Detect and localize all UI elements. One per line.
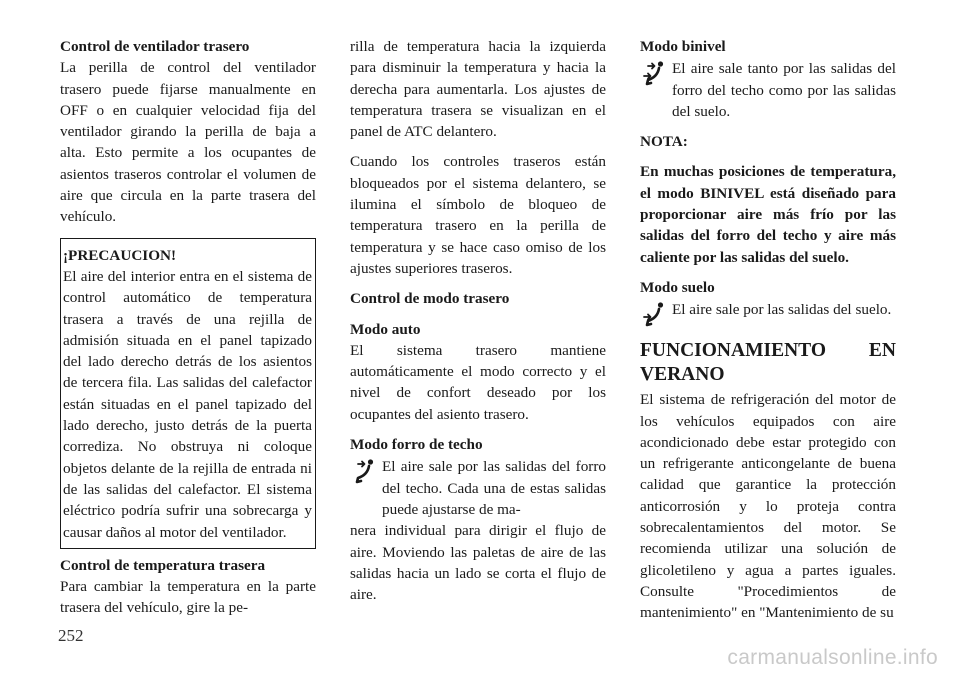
headliner-mode-icon (352, 458, 378, 484)
heading-headliner-mode: Modo forro de techo (350, 436, 483, 454)
page-number: 252 (58, 626, 84, 645)
note-text: En muchas posiciones de temperatura, el modo BINIVEL está diseñado para proporcionar aire más frío por las salidas del forro del techo y aire más caliente por las salidas del suelo. (640, 163, 896, 266)
paragraph-headliner-mode-rest: nera individual para dirigir el flujo de aire. Moviendo las paletas de aire de las salidas hacia un lado se corta el flujo de aire. (350, 522, 606, 604)
paragraph-headliner-mode-first: El aire sale por las salidas del forro del techo. Cada una de estas salidas puede ajustarse de ma- (382, 458, 606, 518)
heading-rear-mode: Control de modo trasero (350, 290, 510, 308)
paragraph-lock: Cuando los controles traseros están bloqueados por el sistema delantero, se ilumina el símbolo de bloqueo de temperatura trasero en la perilla de temperatura y se hace caso omiso de los ajustes superiores traseros. (350, 153, 606, 277)
note-label: NOTA: (640, 133, 688, 151)
heading-auto-mode: Modo auto (350, 320, 421, 338)
heading-rear-temperature: Control de temperatura trasera (60, 556, 266, 574)
heading-bilevel-mode: Modo binivel (640, 38, 726, 55)
floor-mode-icon (642, 301, 668, 327)
column-2 (350, 36, 606, 605)
warning-box (60, 238, 316, 549)
bilevel-mode-icon (642, 60, 668, 86)
column-1 (60, 36, 316, 619)
headliner-mode-row (350, 456, 606, 520)
section-title: FUNCIONAMIENTO EN VERANO (640, 340, 896, 386)
heading-floor-mode: Modo suelo (640, 278, 715, 296)
heading-rear-blower: Control de ventilador trasero (60, 38, 250, 55)
watermark: carmanualsonline.info (727, 646, 938, 669)
paragraph-summer-operation: El sistema de refrigeración del motor de los vehículos equipados con aire acondicionado debe estar protegido con un refrigerante anticongelante de buena calidad que garantice la protección anticorrosión y lo proteja contra sobrecalentamientos del motor. Se recomienda utilizar una solución de glicoletileno y agua a partes iguales. Consulte "Procedimientos de mantenimiento" en "Mantenimiento de su (640, 391, 896, 622)
column-3 (640, 36, 896, 624)
bilevel-mode-row (640, 58, 896, 122)
paragraph-floor-mode: El aire sale por las salidas del suelo. (672, 301, 892, 319)
warning-text: El aire del interior entra en el sistema de control automático de temperatura trasera a través de una rejilla de admisión situada en el panel tapizado del lado derecho detrás de los asientos de tercera fila. Las salidas del calefactor están situadas en el panel tapizado del lado derecho, justo detrás de la puerta corrediza. No obstruya ni coloque objetos delante de la rejilla de entrada ni de las salidas del calefactor. El sistema eléctrico podría sufrir una sobrecarga y causar daños al motor del ventilador. (63, 267, 312, 541)
warning-title: ¡PRECAUCION! (63, 246, 177, 264)
paragraph-temperature-knob: rilla de temperatura hacia la izquierda para disminuir la temperatura y hacia la derecha para aumentarla. Los ajustes de temperatura trasera se visualizan en el panel de ATC delantero. (350, 38, 606, 141)
paragraph-rear-blower: La perilla de control del ventilador trasero puede fijarse manualmente en OFF o en cualquier velocidad fija del ventilador girando la perilla de baja a alta. Esto permite a los ocupantes de asientos traseros controlar el volumen de aire que circula en la parte trasera del vehículo. (60, 59, 316, 226)
paragraph-auto-mode: El sistema trasero mantiene automáticamente el modo correcto y el nivel de confort deseado por los ocupantes del asiento trasero. (350, 341, 606, 423)
paragraph-rear-temperature: Para cambiar la temperatura en la parte trasera del vehículo, gire la pe- (60, 578, 316, 617)
paragraph-bilevel-mode: El aire sale tanto por las salidas del forro del techo como por las salidas del suelo. (672, 60, 896, 120)
floor-mode-row (640, 299, 896, 327)
